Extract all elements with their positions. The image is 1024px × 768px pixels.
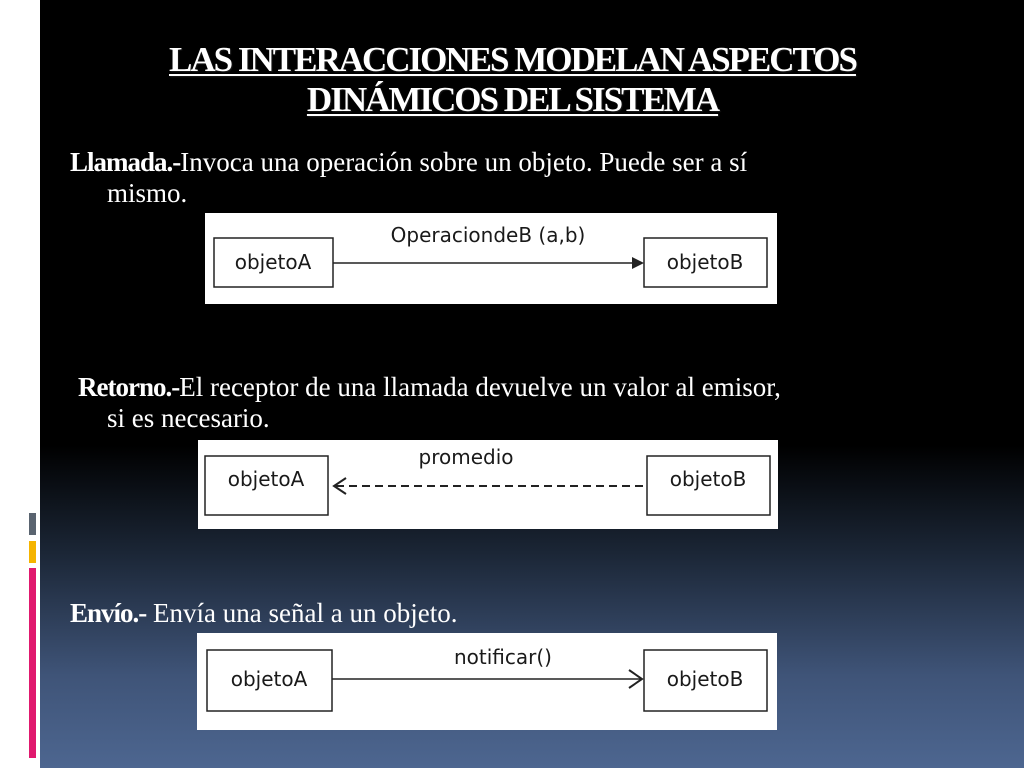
slide-title (70, 40, 955, 120)
accent-gray-bar (29, 513, 36, 535)
lead-envio: Envío.- (70, 598, 147, 628)
label-objetoA: objetoA (234, 250, 312, 274)
title-line-1: LAS INTERACCIONES MODELAN ASPECTOS (169, 40, 856, 79)
text-envio-line1: Envía una señal a un objeto. (146, 598, 458, 628)
paragraph-envio (70, 598, 963, 629)
text-llamada-line1: Invoca una operación sobre un objeto. Puede ser a sí (180, 147, 748, 177)
label-objetoB: objetoB (666, 667, 744, 691)
text-retorno-line1: El receptor de una llamada devuelve un valor al emisor, (179, 372, 781, 402)
label-objetoA: objetoA (230, 667, 308, 691)
text-llamada-line2: mismo. (107, 178, 188, 208)
paragraph-retorno (70, 372, 963, 434)
diagram-envio (197, 633, 777, 730)
message-send: notificar() (454, 645, 552, 669)
accent-yellow-bar (29, 541, 36, 563)
lead-retorno: Retorno.- (78, 372, 180, 402)
label-objetoA: objetoA (227, 467, 305, 491)
diagram-retorno (198, 440, 778, 529)
accent-pink-bar (29, 568, 36, 758)
lead-llamada: Llamada.- (70, 147, 181, 177)
paragraph-llamada (70, 147, 963, 209)
call-arrowhead (632, 257, 644, 269)
label-objetoB: objetoB (666, 250, 744, 274)
text-retorno-line2: si es necesario. (107, 403, 270, 433)
message-return: promedio (418, 445, 514, 469)
title-line-2: DINÁMICOS DEL SISTEMA (306, 80, 719, 119)
label-objetoB: objetoB (669, 467, 747, 491)
diagram-llamada (205, 213, 777, 304)
message-call: OperaciondeB (a,b) (390, 223, 586, 247)
